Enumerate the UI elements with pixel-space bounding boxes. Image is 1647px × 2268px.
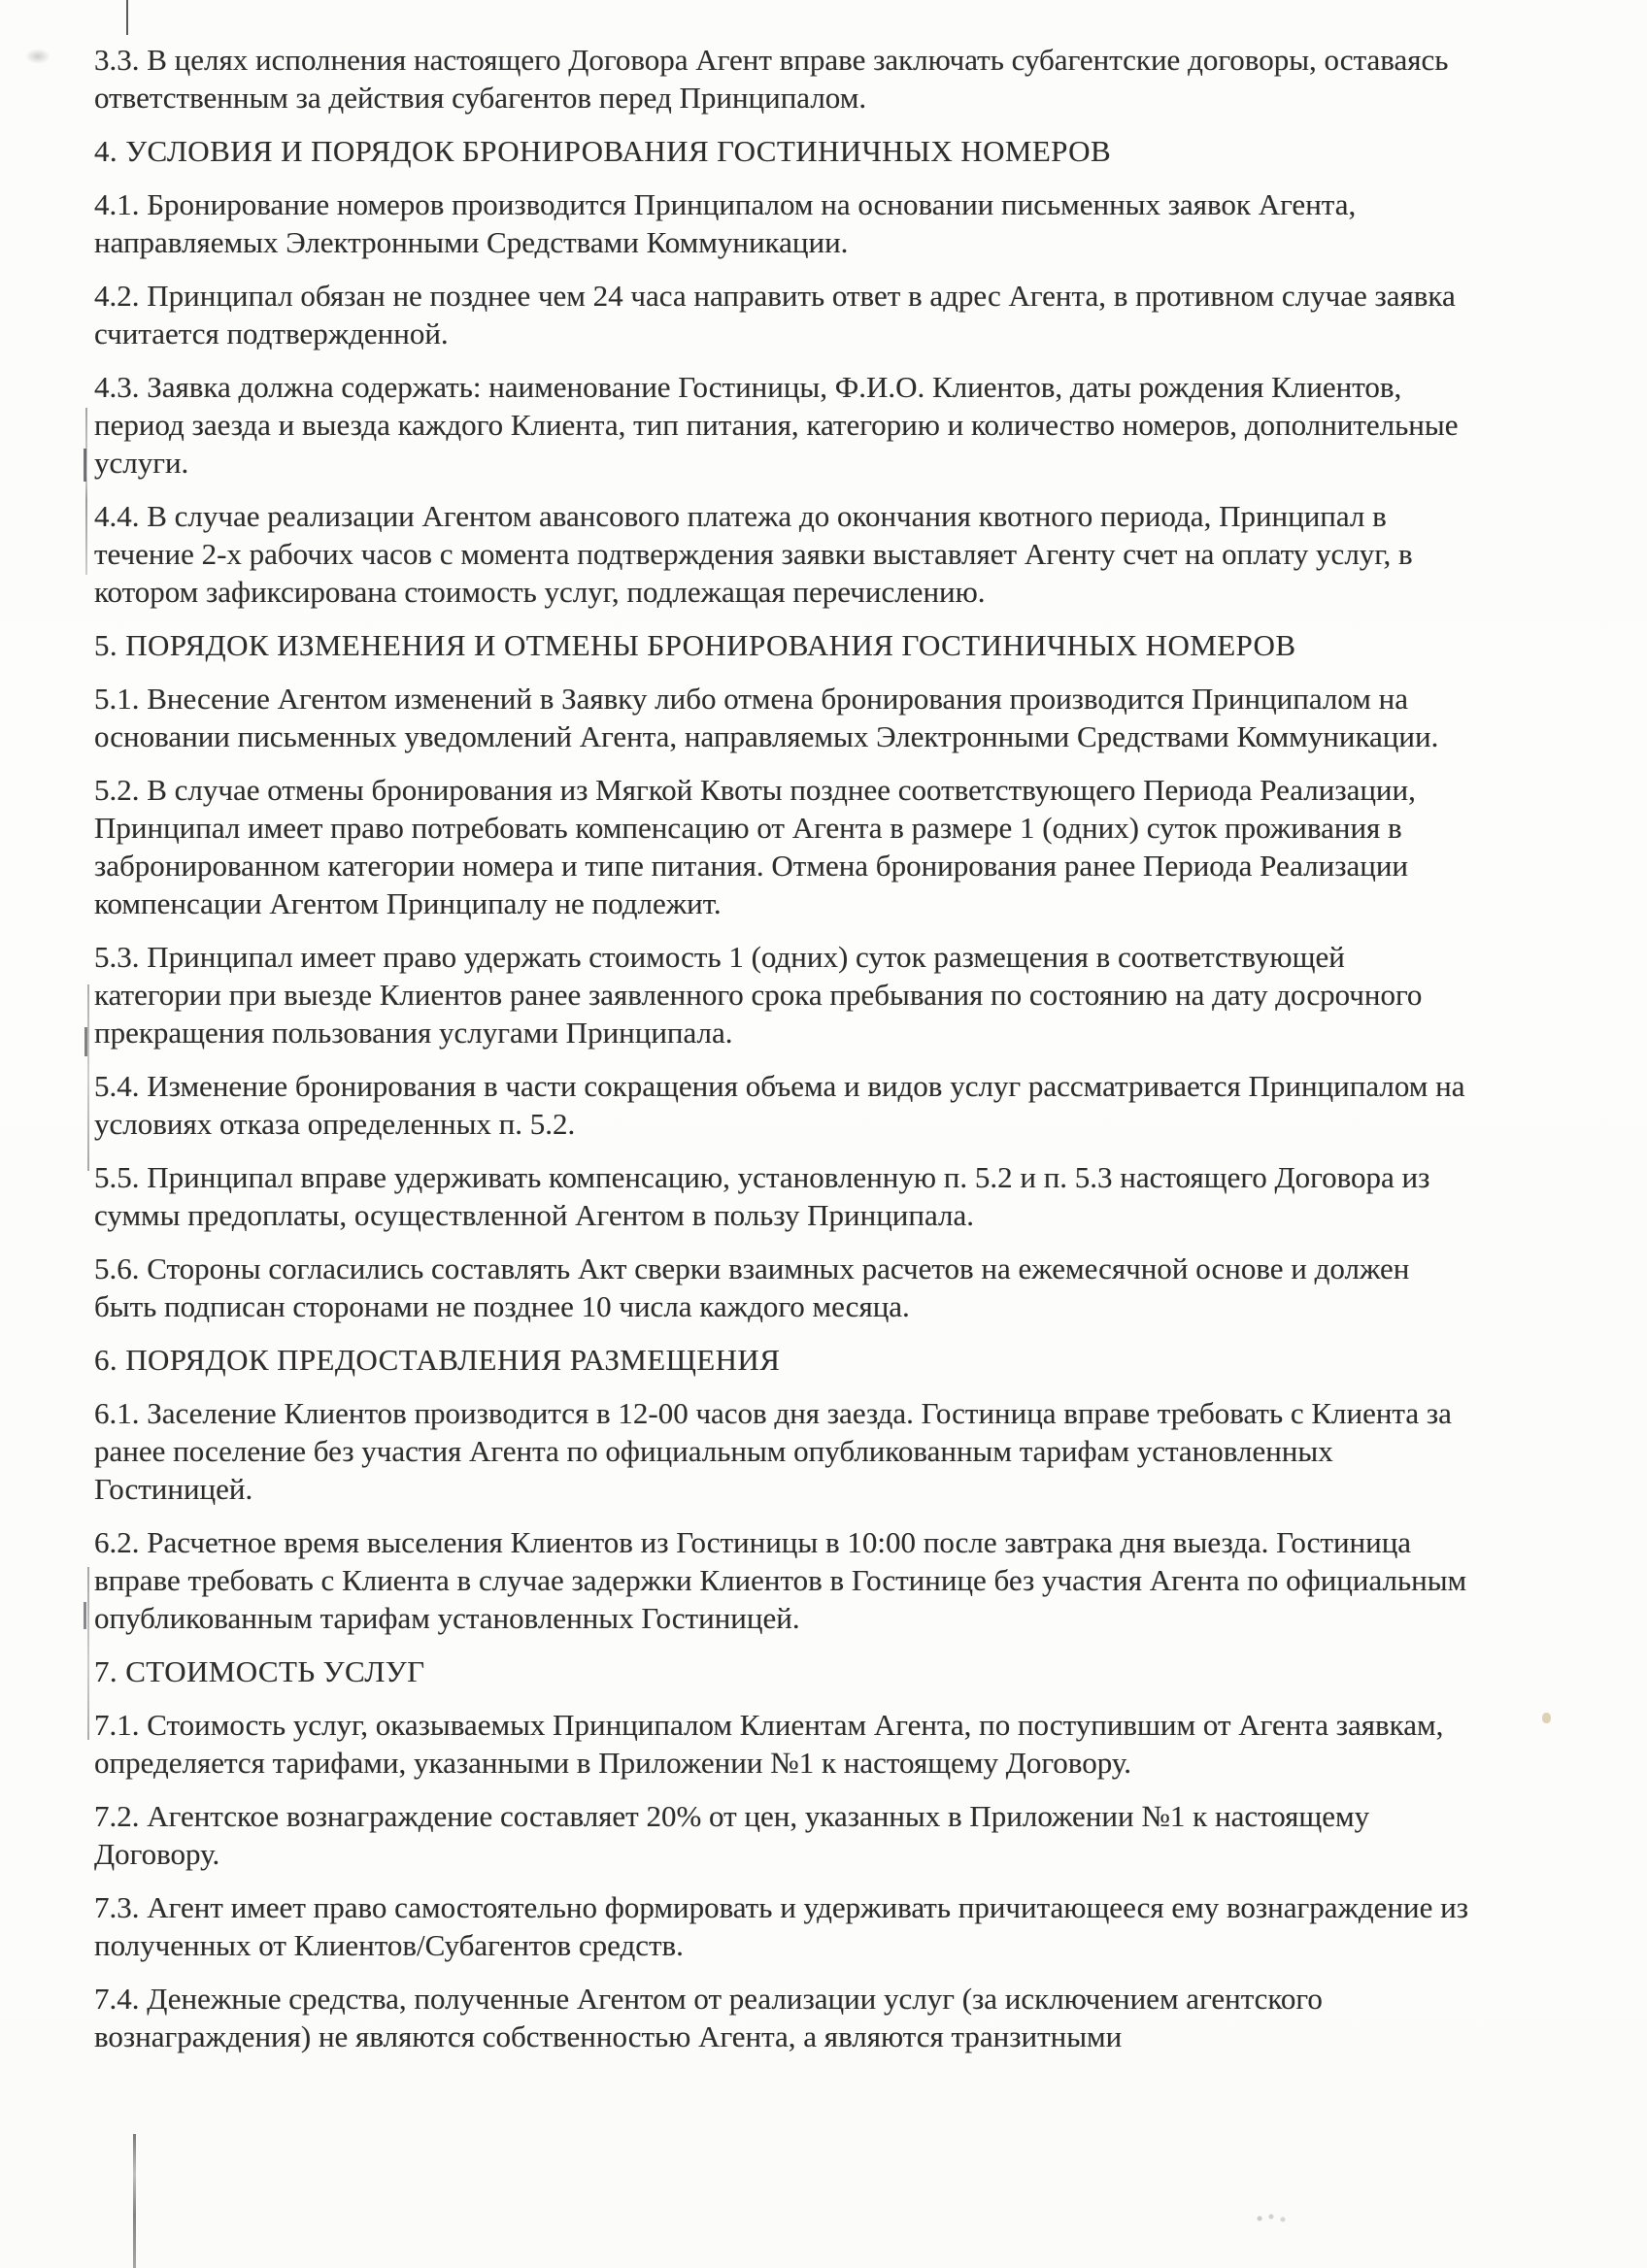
- scan-artifact-top-line: [126, 0, 128, 35]
- paragraph: 5.1. Внесение Агентом изменений в Заявку либо отмена бронирования производится Принципалом на основании письменных уведомлений Агента, направляемых Электронными Средствами Коммуникации.: [94, 682, 1439, 753]
- paragraph: 7.1. Стоимость услуг, оказываемых Принципалом Клиентам Агента, по поступившим от Агента заявкам, определяется тарифами, указанными в Приложении №1 к настоящему Договору.: [94, 1708, 1444, 1780]
- paragraph: 4.2. Принципал обязан не позднее чем 24 часа направить ответ в адрес Агента, в противном случае заявка считается подтвержденной.: [94, 279, 1456, 350]
- section-heading: 7. СТОИМОСТЬ УСЛУГ: [94, 1654, 425, 1688]
- document-content: [94, 41, 1477, 2071]
- section-heading: 4. УСЛОВИЯ И ПОРЯДОК БРОНИРОВАНИЯ ГОСТИНИЧНЫХ НОМЕРОВ: [94, 134, 1112, 168]
- paragraph: 5.6. Стороны согласились составлять Акт сверки взаимных расчетов на ежемесячной основе и должен быть подписан сторонами не позднее 10 числа каждого месяца.: [94, 1251, 1410, 1323]
- paragraph: 7.2. Агентское вознаграждение составляет 20% от цен, указанных в Приложении №1 к настоящему Договору.: [94, 1799, 1370, 1871]
- paragraph: 4.4. В случае реализации Агентом авансового платежа до окончания квотного периода, Принципал в течение 2-х рабочих часов с момента подтверждения заявки выставляет Агенту счет на оплату услуг, в котором зафиксирована стоимость услуг, подлежащая перечислению.: [94, 499, 1413, 609]
- scan-artifact-margin-dash-3: [84, 1602, 86, 1629]
- paragraph: 7.3. Агент имеет право самостоятельно формировать и удерживать причитающееся ему вознаграждение из полученных от Клиентов/Субагентов средств.: [94, 1890, 1468, 1962]
- scan-artifact-dots: [1255, 2214, 1288, 2223]
- scan-artifact-margin-dash-2: [84, 1027, 87, 1056]
- paragraph: 7.4. Денежные средства, полученные Агентом от реализации услуг (за исключением агентского вознаграждения) не являются собственностью Агента, а являются транзитными: [94, 1982, 1323, 2053]
- section-heading: 5. ПОРЯДОК ИЗМЕНЕНИЯ И ОТМЕНЫ БРОНИРОВАНИЯ ГОСТИНИЧНЫХ НОМЕРОВ: [94, 628, 1296, 662]
- scan-artifact-margin-line-1: [85, 408, 87, 575]
- paragraph: 6.2. Расчетное время выселения Клиентов из Гостиницы в 10:00 после завтрака дня выезда. Гостиница вправе требовать с Клиента в случае задержки Клиентов в Гостинице без участия Агента по официальным опубликованным тарифам установленных Гостиницей.: [94, 1525, 1467, 1635]
- scan-artifact-bottom-line: [133, 2134, 136, 2268]
- paragraph: 4.1. Бронирование номеров производится Принципалом на основании письменных заявок Агента, направляемых Электронными Средствами Коммуникации.: [94, 187, 1357, 259]
- paragraph: 5.2. В случае отмены бронирования из Мягкой Квоты позднее соответствующего Периода Реализации, Принципал имеет право потребовать компенсацию от Агента в размере 1 (одних) суток проживания в забронированном категории номера и типе питания. Отмена бронирования ранее Периода Реализации компенсации Агентом Принципалу не подлежит.: [94, 773, 1416, 920]
- section-heading: 6. ПОРЯДОК ПРЕДОСТАВЛЕНИЯ РАЗМЕЩЕНИЯ: [94, 1343, 781, 1377]
- paragraph: 6.1. Заселение Клиентов производится в 12-00 часов дня заезда. Гостиница вправе требовать с Клиента за ранее поселение без участия Агента по официальным опубликованным тарифам установленных Гостиницей.: [94, 1396, 1452, 1506]
- paragraph: 5.4. Изменение бронирования в части сокращения объема и видов услуг рассматривается Принципалом на условиях отказа определенных п. 5.2.: [94, 1069, 1465, 1141]
- scan-artifact-margin-dash-1: [84, 449, 86, 482]
- paragraph: 4.3. Заявка должна содержать: наименование Гостиницы, Ф.И.О. Клиентов, даты рождения Клиентов, период заезда и выезда каждого Клиента, тип питания, категорию и количество номеров, дополнительные услуги.: [94, 370, 1459, 480]
- paragraph: 5.5. Принципал вправе удерживать компенсацию, установленную п. 5.2 и п. 5.3 настоящего Договора из суммы предоплаты, осуществленной Агентом в пользу Принципала.: [94, 1160, 1430, 1232]
- scan-artifact-margin-line-3: [87, 1567, 89, 1740]
- scan-artifact-margin-line-2: [87, 984, 89, 1171]
- paragraph: 3.3. В целях исполнения настоящего Договора Агент вправе заключать субагентские договоры, оставаясь ответственным за действия субагентов перед Принципалом.: [94, 43, 1449, 115]
- scan-artifact-smudge: [25, 49, 50, 64]
- scan-artifact-speck: [1542, 1713, 1551, 1723]
- paragraph: 5.3. Принципал имеет право удержать стоимость 1 (одних) суток размещения в соответствующей категории при выезде Клиентов ранее заявленного срока пребывания по состоянию на дату досрочного прекращения пользования услугами Принципала.: [94, 940, 1423, 1050]
